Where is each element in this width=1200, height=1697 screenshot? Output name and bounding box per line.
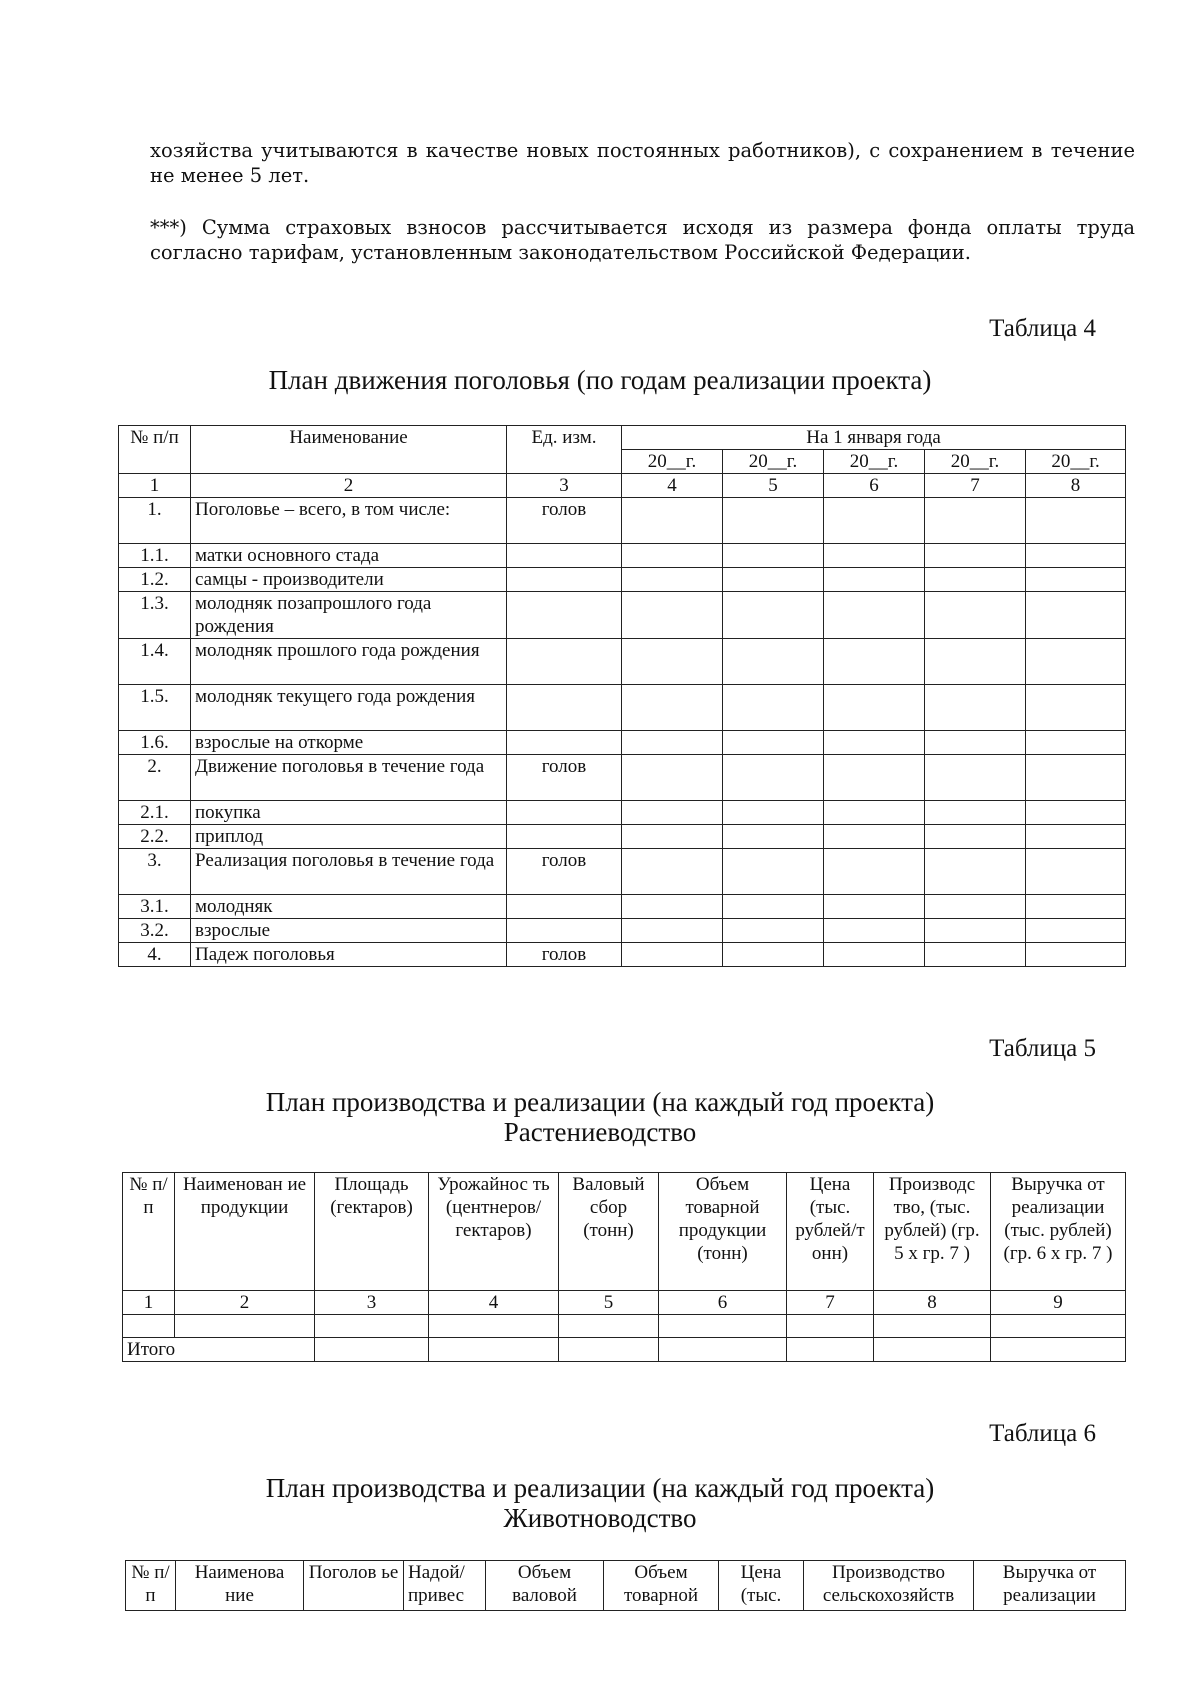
row-unit: голов xyxy=(507,849,622,895)
table-row xyxy=(119,849,1126,895)
table-row xyxy=(119,895,1126,919)
year-value-cell xyxy=(824,568,925,592)
year-value-cell xyxy=(622,755,723,801)
year-value-cell xyxy=(622,919,723,943)
row-number: 1.2. xyxy=(119,568,191,592)
year-value-cell xyxy=(622,685,723,731)
table5-caption: Таблица 5 xyxy=(989,1035,1096,1062)
table-row xyxy=(119,801,1126,825)
table4-caption: Таблица 4 xyxy=(989,315,1096,342)
t4-header-year: 20__г. xyxy=(723,450,824,474)
t5-header-name: Наименован ие продукции xyxy=(175,1173,315,1291)
year-value-cell xyxy=(1026,568,1126,592)
t4-header-period: На 1 января года xyxy=(622,426,1126,450)
t4-header-year: 20__г. xyxy=(622,450,723,474)
row-number: 1.5. xyxy=(119,685,191,731)
year-value-cell xyxy=(723,919,824,943)
t6-header-livestock: Поголов ье xyxy=(304,1561,404,1611)
t6-header-num: № п/п xyxy=(126,1561,176,1611)
t5-total-label: Итого xyxy=(123,1338,315,1362)
t5-col-number: 6 xyxy=(659,1291,787,1315)
year-value-cell xyxy=(1026,755,1126,801)
table-row xyxy=(119,943,1126,967)
row-unit: голов xyxy=(507,498,622,544)
year-value-cell xyxy=(1026,919,1126,943)
year-value-cell xyxy=(824,731,925,755)
row-name: Падеж поголовья xyxy=(191,943,507,967)
row-unit xyxy=(507,731,622,755)
year-value-cell xyxy=(925,849,1026,895)
row-number: 1.6. xyxy=(119,731,191,755)
year-value-cell xyxy=(622,849,723,895)
year-value-cell xyxy=(824,639,925,685)
year-value-cell xyxy=(824,825,925,849)
table4 xyxy=(118,425,1126,967)
t5-header-price: Цена (тыс. рублей/т онн) xyxy=(787,1173,874,1291)
year-value-cell xyxy=(622,498,723,544)
t4-col-number: 5 xyxy=(723,474,824,498)
row-name: приплод xyxy=(191,825,507,849)
year-value-cell xyxy=(925,895,1026,919)
t4-header-year: 20__г. xyxy=(824,450,925,474)
row-name: молодняк прошлого года рождения xyxy=(191,639,507,685)
footnote-paragraph: ***) Сумма страховых взносов рассчитывается исходя из размера фонда оплаты труда согласно тарифам, установленным законодательством Российской Федерации. xyxy=(150,216,1135,264)
year-value-cell xyxy=(925,731,1026,755)
year-value-cell xyxy=(723,731,824,755)
row-number: 3.1. xyxy=(119,895,191,919)
row-name: матки основного стада xyxy=(191,544,507,568)
t5-col-number: 4 xyxy=(429,1291,559,1315)
row-unit xyxy=(507,568,622,592)
row-name: самцы - производители xyxy=(191,568,507,592)
year-value-cell xyxy=(1026,544,1126,568)
t5-col-number: 9 xyxy=(991,1291,1126,1315)
year-value-cell xyxy=(723,685,824,731)
t4-col-number: 1 xyxy=(119,474,191,498)
table-row xyxy=(119,592,1126,639)
year-value-cell xyxy=(723,498,824,544)
year-value-cell xyxy=(1026,685,1126,731)
table4-title: План движения поголовья (по годам реализации проекта) xyxy=(268,365,932,395)
year-value-cell xyxy=(723,544,824,568)
year-value-cell xyxy=(824,755,925,801)
year-value-cell xyxy=(1026,825,1126,849)
year-value-cell xyxy=(925,943,1026,967)
year-value-cell xyxy=(622,943,723,967)
t4-col-number: 4 xyxy=(622,474,723,498)
row-unit: голов xyxy=(507,943,622,967)
year-value-cell xyxy=(723,801,824,825)
year-value-cell xyxy=(925,801,1026,825)
row-number: 2.1. xyxy=(119,801,191,825)
table-row xyxy=(119,639,1126,685)
year-value-cell xyxy=(824,849,925,895)
table6 xyxy=(125,1560,1126,1611)
t4-col-number: 6 xyxy=(824,474,925,498)
year-value-cell xyxy=(723,895,824,919)
row-number: 1.3. xyxy=(119,592,191,639)
t5-header-production: Производс тво, (тыс. рублей) (гр. 5 х гр. 7 ) xyxy=(874,1173,991,1291)
table6-title: План производства и реализации (на каждый год проекта) xyxy=(265,1473,935,1503)
year-value-cell xyxy=(824,943,925,967)
year-value-cell xyxy=(824,895,925,919)
t4-col-number: 8 xyxy=(1026,474,1126,498)
year-value-cell xyxy=(925,685,1026,731)
t4-col-number: 7 xyxy=(925,474,1026,498)
row-unit xyxy=(507,919,622,943)
year-value-cell xyxy=(723,849,824,895)
table-row xyxy=(119,568,1126,592)
row-number: 4. xyxy=(119,943,191,967)
year-value-cell xyxy=(925,755,1026,801)
year-value-cell xyxy=(824,498,925,544)
t4-col-number: 3 xyxy=(507,474,622,498)
year-value-cell xyxy=(925,592,1026,639)
year-value-cell xyxy=(622,592,723,639)
table5-subtitle: Растениеводство xyxy=(503,1117,697,1147)
table6-subtitle: Животноводство xyxy=(503,1503,697,1533)
row-unit: голов xyxy=(507,755,622,801)
year-value-cell xyxy=(824,919,925,943)
t4-header-num: № п/п xyxy=(119,426,191,474)
table-row xyxy=(119,498,1126,544)
row-unit xyxy=(507,685,622,731)
year-value-cell xyxy=(1026,943,1126,967)
row-unit xyxy=(507,895,622,919)
row-number: 1. xyxy=(119,498,191,544)
t6-header-price: Цена (тыс. xyxy=(719,1561,804,1611)
row-unit xyxy=(507,801,622,825)
t6-header-production: Производство сельскохозяйств xyxy=(804,1561,974,1611)
row-name: молодняк позапрошлого года рождения xyxy=(191,592,507,639)
t5-header-revenue: Выручка от реализации (тыс. рублей) (гр. 6 х гр. 7 ) xyxy=(991,1173,1126,1291)
t4-header-unit: Ед. изм. xyxy=(507,426,622,474)
t5-header-num: № п/п xyxy=(123,1173,175,1291)
t4-body xyxy=(119,498,1126,967)
t5-total-row xyxy=(123,1338,1126,1362)
t4-col-number: 2 xyxy=(191,474,507,498)
year-value-cell xyxy=(824,801,925,825)
row-unit xyxy=(507,592,622,639)
year-value-cell xyxy=(925,639,1026,685)
year-value-cell xyxy=(723,639,824,685)
row-number: 1.4. xyxy=(119,639,191,685)
t5-header-area: Площадь (гектаров) xyxy=(315,1173,429,1291)
table-row xyxy=(119,755,1126,801)
year-value-cell xyxy=(622,895,723,919)
intro-paragraph: хозяйства учитываются в качестве новых постоянных работников), с сохранением в течение не менее 5 лет. xyxy=(150,139,1135,187)
row-unit xyxy=(507,825,622,849)
t5-col-number: 3 xyxy=(315,1291,429,1315)
t6-header-name: Наименова ние xyxy=(176,1561,304,1611)
t5-header-volume: Объем товарной продукции (тонн) xyxy=(659,1173,787,1291)
table5-title: План производства и реализации (на каждый год проекта) xyxy=(265,1087,935,1117)
t5-col-number: 5 xyxy=(559,1291,659,1315)
table5 xyxy=(122,1172,1126,1362)
t6-header-revenue: Выручка от реализации xyxy=(974,1561,1126,1611)
year-value-cell xyxy=(622,825,723,849)
year-value-cell xyxy=(925,919,1026,943)
year-value-cell xyxy=(925,544,1026,568)
t5-col-number: 1 xyxy=(123,1291,175,1315)
row-name: взрослые xyxy=(191,919,507,943)
row-name: Поголовье – всего, в том числе: xyxy=(191,498,507,544)
year-value-cell xyxy=(622,544,723,568)
year-value-cell xyxy=(622,731,723,755)
row-unit xyxy=(507,544,622,568)
table-row xyxy=(119,685,1126,731)
table6-caption: Таблица 6 xyxy=(989,1420,1096,1447)
year-value-cell xyxy=(723,755,824,801)
year-value-cell xyxy=(1026,849,1126,895)
year-value-cell xyxy=(622,639,723,685)
row-name: молодняк текущего года рождения xyxy=(191,685,507,731)
t4-header-year: 20__г. xyxy=(925,450,1026,474)
row-number: 2. xyxy=(119,755,191,801)
row-number: 3.2. xyxy=(119,919,191,943)
t6-header-gross: Объем валовой xyxy=(486,1561,604,1611)
year-value-cell xyxy=(1026,592,1126,639)
row-name: покупка xyxy=(191,801,507,825)
year-value-cell xyxy=(1026,895,1126,919)
t4-header-name: Наименование xyxy=(191,426,507,474)
year-value-cell xyxy=(723,568,824,592)
t4-header-year: 20__г. xyxy=(1026,450,1126,474)
row-name: взрослые на откорме xyxy=(191,731,507,755)
row-number: 3. xyxy=(119,849,191,895)
t5-col-number: 2 xyxy=(175,1291,315,1315)
t5-empty-row xyxy=(123,1315,1126,1338)
year-value-cell xyxy=(622,568,723,592)
t5-col-number: 8 xyxy=(874,1291,991,1315)
t6-header-yield: Надой/ привес xyxy=(404,1561,486,1611)
year-value-cell xyxy=(622,801,723,825)
year-value-cell xyxy=(1026,731,1126,755)
year-value-cell xyxy=(723,592,824,639)
year-value-cell xyxy=(925,825,1026,849)
row-number: 2.2. xyxy=(119,825,191,849)
row-number: 1.1. xyxy=(119,544,191,568)
year-value-cell xyxy=(925,568,1026,592)
row-name: Реализация поголовья в течение года xyxy=(191,849,507,895)
t5-header-yield: Урожайнос ть (центнеров/ гектаров) xyxy=(429,1173,559,1291)
year-value-cell xyxy=(723,825,824,849)
year-value-cell xyxy=(1026,801,1126,825)
year-value-cell xyxy=(925,498,1026,544)
year-value-cell xyxy=(1026,498,1126,544)
t5-col-number: 7 xyxy=(787,1291,874,1315)
row-name: молодняк xyxy=(191,895,507,919)
table-row xyxy=(119,825,1126,849)
year-value-cell xyxy=(1026,639,1126,685)
table-row xyxy=(119,731,1126,755)
year-value-cell xyxy=(723,943,824,967)
table-row xyxy=(119,919,1126,943)
row-name: Движение поголовья в течение года xyxy=(191,755,507,801)
year-value-cell xyxy=(824,592,925,639)
t5-header-gross: Валовый сбор (тонн) xyxy=(559,1173,659,1291)
t6-header-volume: Объем товарной xyxy=(604,1561,719,1611)
year-value-cell xyxy=(824,685,925,731)
row-unit xyxy=(507,639,622,685)
table-row xyxy=(119,544,1126,568)
year-value-cell xyxy=(824,544,925,568)
